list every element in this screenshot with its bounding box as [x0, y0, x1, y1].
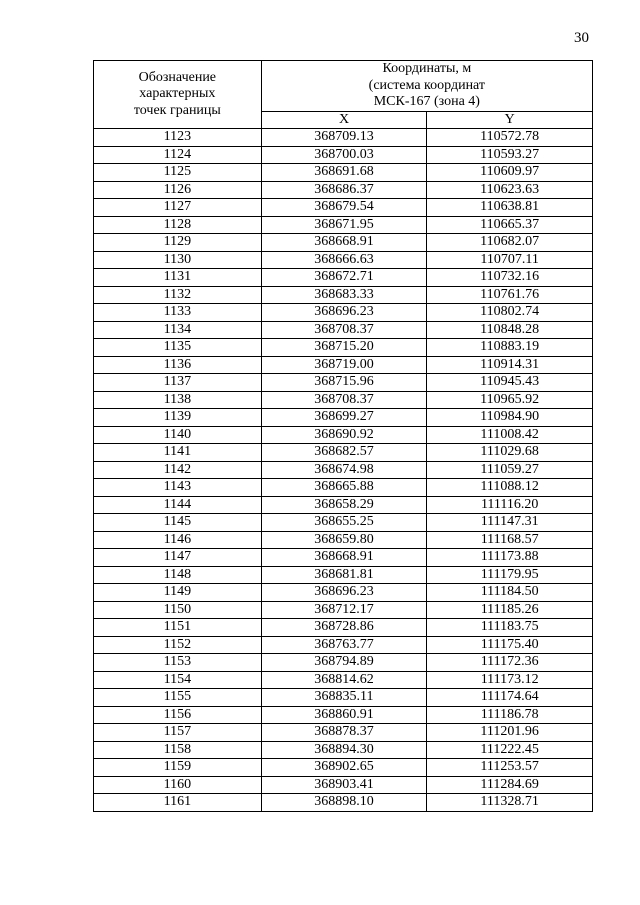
y-cell: 110945.43	[427, 374, 593, 392]
y-cell: 111088.12	[427, 479, 593, 497]
x-cell: 368668.91	[261, 234, 427, 252]
x-cell: 368903.41	[261, 776, 427, 794]
y-cell: 111174.64	[427, 689, 593, 707]
coordinates-table	[93, 60, 593, 812]
x-cell: 368672.71	[261, 269, 427, 287]
point-cell: 1136	[94, 356, 262, 374]
x-cell: 368902.65	[261, 759, 427, 777]
table-row	[94, 549, 593, 567]
point-cell: 1142	[94, 461, 262, 479]
point-cell: 1124	[94, 146, 262, 164]
x-cell: 368860.91	[261, 706, 427, 724]
page-number: 30	[574, 30, 589, 46]
table-row	[94, 444, 593, 462]
point-cell: 1135	[94, 339, 262, 357]
x-cell: 368715.96	[261, 374, 427, 392]
table-row	[94, 461, 593, 479]
x-cell: 368659.80	[261, 531, 427, 549]
y-cell: 111008.42	[427, 426, 593, 444]
point-cell: 1132	[94, 286, 262, 304]
point-cell: 1131	[94, 269, 262, 287]
table-body	[94, 129, 593, 812]
table-row	[94, 234, 593, 252]
point-cell: 1144	[94, 496, 262, 514]
x-cell: 368794.89	[261, 654, 427, 672]
table-row	[94, 286, 593, 304]
x-cell: 368709.13	[261, 129, 427, 147]
table-row	[94, 531, 593, 549]
x-cell: 368668.91	[261, 549, 427, 567]
coordinates-header	[261, 61, 592, 112]
table-row	[94, 496, 593, 514]
x-cell: 368814.62	[261, 671, 427, 689]
point-cell: 1153	[94, 654, 262, 672]
point-name-header	[94, 61, 262, 129]
table-row	[94, 724, 593, 742]
point-cell: 1148	[94, 566, 262, 584]
table-row	[94, 164, 593, 182]
y-cell: 111147.31	[427, 514, 593, 532]
point-cell: 1158	[94, 741, 262, 759]
table-row	[94, 479, 593, 497]
coordinates-header-line-1: Координаты, м	[382, 61, 472, 76]
coordinates-header-line-2: (система координат	[368, 77, 486, 93]
table-row	[94, 654, 593, 672]
point-cell: 1154	[94, 671, 262, 689]
table-row	[94, 269, 593, 287]
table-row	[94, 776, 593, 794]
table-row	[94, 216, 593, 234]
x-cell: 368681.81	[261, 566, 427, 584]
y-cell: 110761.76	[427, 286, 593, 304]
y-cell: 111186.78	[427, 706, 593, 724]
x-cell: 368700.03	[261, 146, 427, 164]
point-cell: 1146	[94, 531, 262, 549]
x-cell: 368679.54	[261, 199, 427, 217]
y-cell: 110914.31	[427, 356, 593, 374]
table-row	[94, 199, 593, 217]
table-row	[94, 671, 593, 689]
y-cell: 111253.57	[427, 759, 593, 777]
x-cell: 368671.95	[261, 216, 427, 234]
x-cell: 368655.25	[261, 514, 427, 532]
x-cell: 368708.37	[261, 321, 427, 339]
y-cell: 111059.27	[427, 461, 593, 479]
point-cell: 1139	[94, 409, 262, 427]
y-cell: 111284.69	[427, 776, 593, 794]
y-cell: 111172.36	[427, 654, 593, 672]
table-row	[94, 146, 593, 164]
table-row	[94, 689, 593, 707]
table-row	[94, 409, 593, 427]
point-cell: 1160	[94, 776, 262, 794]
point-cell: 1123	[94, 129, 262, 147]
y-column-header: Y	[427, 111, 593, 129]
point-cell: 1149	[94, 584, 262, 602]
table-row	[94, 251, 593, 269]
y-cell: 110609.97	[427, 164, 593, 182]
x-cell: 368691.68	[261, 164, 427, 182]
y-cell: 111175.40	[427, 636, 593, 654]
y-cell: 110984.90	[427, 409, 593, 427]
x-cell: 368665.88	[261, 479, 427, 497]
table-row	[94, 619, 593, 637]
y-cell: 110732.16	[427, 269, 593, 287]
x-cell: 368696.23	[261, 584, 427, 602]
point-cell: 1125	[94, 164, 262, 182]
point-name-header-line-3: точек границы	[133, 102, 221, 118]
table-row	[94, 321, 593, 339]
x-cell: 368715.20	[261, 339, 427, 357]
point-cell: 1128	[94, 216, 262, 234]
y-cell: 110665.37	[427, 216, 593, 234]
table-row	[94, 181, 593, 199]
table-row	[94, 584, 593, 602]
point-cell: 1138	[94, 391, 262, 409]
y-cell: 110682.07	[427, 234, 593, 252]
y-cell: 111183.75	[427, 619, 593, 637]
point-cell: 1141	[94, 444, 262, 462]
y-cell: 111201.96	[427, 724, 593, 742]
y-cell: 111173.12	[427, 671, 593, 689]
x-cell: 368878.37	[261, 724, 427, 742]
y-cell: 110848.28	[427, 321, 593, 339]
y-cell: 110707.11	[427, 251, 593, 269]
point-cell: 1143	[94, 479, 262, 497]
y-cell: 111116.20	[427, 496, 593, 514]
x-cell: 368728.86	[261, 619, 427, 637]
x-cell: 368763.77	[261, 636, 427, 654]
point-cell: 1157	[94, 724, 262, 742]
point-name-header-line-2: характерных	[139, 86, 216, 102]
x-cell: 368708.37	[261, 391, 427, 409]
x-cell: 368690.92	[261, 426, 427, 444]
y-cell: 111173.88	[427, 549, 593, 567]
point-cell: 1126	[94, 181, 262, 199]
x-cell: 368683.33	[261, 286, 427, 304]
y-cell: 110883.19	[427, 339, 593, 357]
point-cell: 1155	[94, 689, 262, 707]
point-cell: 1130	[94, 251, 262, 269]
x-cell: 368719.00	[261, 356, 427, 374]
table-row	[94, 391, 593, 409]
point-cell: 1156	[94, 706, 262, 724]
x-cell: 368894.30	[261, 741, 427, 759]
table-row	[94, 636, 593, 654]
table-row	[94, 304, 593, 322]
y-cell: 111179.95	[427, 566, 593, 584]
y-cell: 111029.68	[427, 444, 593, 462]
table-row	[94, 339, 593, 357]
table-row	[94, 374, 593, 392]
point-cell: 1147	[94, 549, 262, 567]
y-cell: 110802.74	[427, 304, 593, 322]
y-cell: 111328.71	[427, 794, 593, 812]
y-cell: 110623.63	[427, 181, 593, 199]
point-cell: 1129	[94, 234, 262, 252]
x-cell: 368712.17	[261, 601, 427, 619]
x-cell: 368666.63	[261, 251, 427, 269]
table-row	[94, 601, 593, 619]
table-row	[94, 356, 593, 374]
x-column-header: X	[261, 111, 427, 129]
y-cell: 111222.45	[427, 741, 593, 759]
y-cell: 111184.50	[427, 584, 593, 602]
point-name-header-line-1: Обозначение	[138, 69, 217, 85]
point-cell: 1161	[94, 794, 262, 812]
x-cell: 368686.37	[261, 181, 427, 199]
y-cell: 110593.27	[427, 146, 593, 164]
point-cell: 1152	[94, 636, 262, 654]
x-cell: 368674.98	[261, 461, 427, 479]
y-cell: 110638.81	[427, 199, 593, 217]
x-cell: 368696.23	[261, 304, 427, 322]
x-cell: 368835.11	[261, 689, 427, 707]
point-cell: 1151	[94, 619, 262, 637]
table-row	[94, 129, 593, 147]
point-cell: 1137	[94, 374, 262, 392]
point-cell: 1159	[94, 759, 262, 777]
table-row	[94, 514, 593, 532]
table-row	[94, 706, 593, 724]
y-cell: 110572.78	[427, 129, 593, 147]
table-row	[94, 426, 593, 444]
point-cell: 1134	[94, 321, 262, 339]
y-cell: 111168.57	[427, 531, 593, 549]
point-cell: 1133	[94, 304, 262, 322]
table-row	[94, 794, 593, 812]
point-cell: 1140	[94, 426, 262, 444]
point-cell: 1127	[94, 199, 262, 217]
table-row	[94, 741, 593, 759]
x-cell: 368898.10	[261, 794, 427, 812]
x-cell: 368658.29	[261, 496, 427, 514]
y-cell: 111185.26	[427, 601, 593, 619]
table-row	[94, 566, 593, 584]
table-row	[94, 759, 593, 777]
x-cell: 368699.27	[261, 409, 427, 427]
point-cell: 1150	[94, 601, 262, 619]
coordinates-header-line-3: МСК-167 (зона 4)	[373, 94, 480, 109]
x-cell: 368682.57	[261, 444, 427, 462]
point-cell: 1145	[94, 514, 262, 532]
y-cell: 110965.92	[427, 391, 593, 409]
